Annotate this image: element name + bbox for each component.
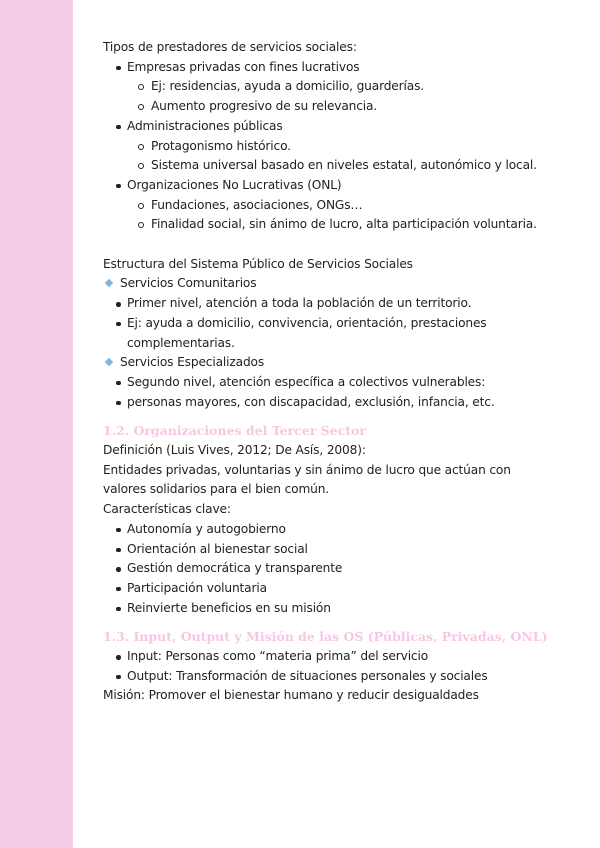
list-item: Reinvierte beneficios en su misión (103, 599, 543, 619)
definition-label: Definición (Luis Vives, 2012; De Asís, 2008): (103, 443, 366, 458)
list-item: Output: Transformación de situaciones personales y sociales (103, 667, 543, 687)
document-page (103, 38, 548, 706)
section-heading-third-sector: 1.2. Organizaciones del Tercer Sector (103, 423, 366, 439)
list-item: Participación voluntaria (103, 579, 543, 599)
mission-text: Misión: Promover el bienestar humano y reducir desigualdades (103, 688, 479, 703)
definition-text: valores solidarios para el bien común. (103, 482, 330, 497)
list-subitem: Fundaciones, asociaciones, ONGs… (103, 196, 543, 216)
side-color-strip (0, 0, 73, 848)
list-item: Orientación al bienestar social (103, 540, 543, 560)
list-item: Gestión democrática y transparente (103, 559, 543, 579)
section-heading-input-output: 1.3. Input, Output y Misión de las OS (Públicas, Privadas, ONL) (103, 629, 548, 645)
list-item: Ej: ayuda a domicilio, convivencia, orientación, prestaciones (103, 314, 543, 334)
list-item: Administraciones públicas (103, 117, 543, 137)
list-item: Primer nivel, atención a toda la población de un territorio. (103, 294, 543, 314)
list-item: Segundo nivel, atención específica a colectivos vulnerables: (103, 373, 543, 393)
section-title-provider-types: Tipos de prestadores de servicios sociales: (103, 40, 357, 54)
list-item: personas mayores, con discapacidad, exclusión, infancia, etc. (103, 393, 543, 413)
list-item: Input: Personas como “materia prima” del servicio (103, 647, 543, 667)
list-subitem: Sistema universal basado en niveles estatal, autonómico y local. (103, 156, 543, 176)
section-title-public-system: Estructura del Sistema Público de Servicios Sociales (103, 256, 413, 271)
list-item: Empresas privadas con fines lucrativos (103, 58, 543, 78)
spacer (103, 235, 543, 255)
list-item: Organizaciones No Lucrativas (ONL) (103, 176, 543, 196)
list-subitem: Aumento progresivo de su relevancia. (103, 97, 543, 117)
diamond-list-item: Servicios Especializados (103, 353, 543, 373)
list-subitem: Finalidad social, sin ánimo de lucro, alta participación voluntaria. (103, 215, 543, 235)
diamond-list-item: Servicios Comunitarios (103, 274, 543, 294)
list-item: Autonomía y autogobierno (103, 520, 543, 540)
definition-text: Entidades privadas, voluntarias y sin ánimo de lucro que actúan con (103, 462, 511, 477)
list-subitem: Ej: residencias, ayuda a domicilio, guarderías. (103, 77, 543, 97)
list-item-continuation: complementarias. (127, 335, 235, 350)
key-features-label: Características clave: (103, 502, 231, 517)
list-subitem: Protagonismo histórico. (103, 137, 543, 157)
